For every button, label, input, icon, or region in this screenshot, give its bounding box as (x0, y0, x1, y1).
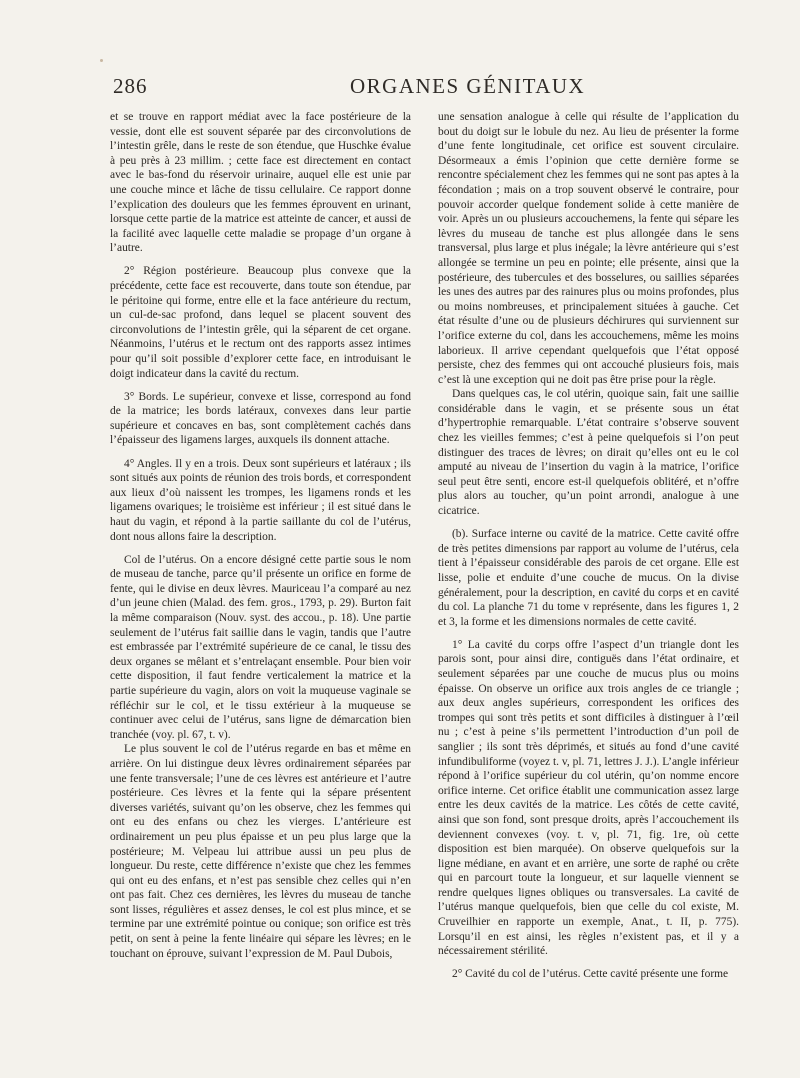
running-title: ORGANES GÉNITAUX (350, 74, 586, 98)
paper-speck (100, 59, 103, 62)
paragraph: 2° Cavité du col de l’utérus. Cette cavité présente une forme (452, 968, 729, 981)
left-column (110, 110, 411, 961)
paragraph: Le plus souvent le col de l’utérus regarde en bas et même en arrière. On lui distingue deux lèvres ordinairement séparées par une fente transversale; l’une de ces lèvres est antérieure et l’autre postérieure. Ces lèvres et la fente qui la sépare présentent diverses variétés, suivant qu’on les observe, chez les femmes qui ont eu des enfans ou chez les vierges. L’antérieure est ordinairement un peu plus épaisse et un peu plus large que la postérieure; M. Velpeau lui attribue aussi un peu plus de longueur. Du reste, cette différence n’existe que chez les femmes qui ont eu des enfans, et n’est pas sensible chez celles qui n’en ont pas fait. Chez ces dernières, les lèvres du museau de tanche sont lisses, régulières et assez denses, le col est plus mince, et se termine par une extrémité pointue ou conique; son orifice est très petit, on sent à peine la fente linéaire qui sépare les lèvres; en le touchant on éprouve, suivant l’expression de M. Paul Dubois, (110, 743, 411, 960)
paragraph: 4° Angles. Il y en a trois. Deux sont supérieurs et latéraux ; ils sont situés aux points de réunion des trois bords, et correspondent aux lieux d’où naissent les trompes, les ligamens ronds et les ligamens ovariques; le troisième est inférieur ; il est situé dans le haut du vagin, et répond à la partie saillante du col de l’utérus, dont nous allons faire la description. (110, 457, 411, 543)
right-column (438, 110, 739, 982)
paragraph: Col de l’utérus. On a encore désigné cette partie sous le nom de museau de tanche, parce qu’il présente un orifice en forme de fente, qui le divise en deux lèvres. Mauriceau l’a comparé au nez d’un jeune chien (Malad. des fem. gros., 1793, p. 29). Burton fait la même comparaison (Nouv. syst. des accou., p. 18). Une partie seulement de l’utérus fait saillie dans le vagin, tandis que l’autre est embrassée par l’extrémité supérieure de ce canal, le tissu des deux organes se mêlant et s’entrelaçant ensemble. Pour bien voir cette disposition, il faut fendre verticalement la matrice et la partie supérieure du vagin, alors on voit la muqueuse vaginale se réfléchir sur le col, et le tissu extérieur à la muqueuse se continuer avec celui de l’utérus, sans ligne de démarcation bien tranchée (voy. pl. 67, t. v). (110, 553, 411, 741)
paragraph: 1° La cavité du corps offre l’aspect d’un triangle dont les parois sont, pour ainsi dire, contiguës dans l’état ordinaire, et seulement séparées par une couche de mucus plus ou moins épaisse. On observe un orifice aux trois angles de ce triangle ; aux deux angles supérieurs, correspondent les orifices des trompes qui sont très petits et sont difficiles à distinguer à l’œil nu ; c’est à peine s’ils permettent l’introduction d’un poil de sanglier ; ils sont très déprimés, et situés au fond d’une cavité infundibuliforme (voyez t. v, pl. 71, lettres J. J.). L’angle inférieur répond à l’orifice supérieur du col utérin, qu’on nomme encore orifice interne. Cet orifice établit une communication assez large entre les deux cavités de la matrice. Les côtés de cette cavité, ainsi que son fond, sont presque droits, après l’accouchement ils deviennent convexes (voy. t. v, pl. 71, fig. 1re, où cette disposition est bien marquée). On observe quelquefois sur la ligne médiane, en avant et en arrière, une sorte de raphé ou crête qui en parcourt toute la longueur, et sur laquelle viennent se rendre quelques lignes obliques ou transversales. La cavité de l’utérus manque quelquefois, bien que celle du col existe, M. Cruveilhier en rapporte un exemple, Anat., t. II, p. 775). Lorsqu’il en est ainsi, les règles n’existent pas, et il y a nécessairement stérilité. (438, 638, 739, 958)
page-header (110, 72, 740, 106)
paragraph: 3° Bords. Le supérieur, convexe et lisse, correspond au fond de la matrice; les bords latéraux, convexes dans leur partie supérieure et concaves en bas, sont complètement cachés dans l’épaisseur des ligamens larges, auxquels ils donnent attache. (110, 390, 411, 447)
paragraph: une sensation analogue à celle qui résulte de l’application du bout du doigt sur le lobule du nez. Au lieu de présenter la forme d’une fente longitudinale, cet orifice est souvent circulaire. Désormeaux a émis l’opinion que cette dernière forme se rencontre spécialement chez les femmes qui ne sont pas aptes à la fécondation ; mais on a trop souvent observé le contraire, pour pouvoir accorder quelque fondement solide à cette manière de voir. Après un ou plusieurs accouchemens, la fente qui sépare les lèvres du museau de tanche est plus allongée dans le sens transversal, plus large et plus inégale; la lèvre antérieure qui s’est allongée se termine un peu en pointe; elle présente, ainsi que la postérieure, des tubercules et des bosselures, ou saillies séparées les unes des autres par des rainures plus ou moins profondes, plus ou moins nombreuses, et principalement situées à gauche. Cet état résulte d’une ou de plusieurs déchirures qui surviennent sur l’orifice externe du col, dans les accouchemens, même les moins laborieux. Il arrive cependant quelquefois que l’état opposé persiste, chez des femmes qui ont accouché plusieurs fois, mais c’est là une exception qui ne doit pas être prise pour la règle. (438, 111, 739, 386)
paragraph: 2° Région postérieure. Beaucoup plus convexe que la précédente, cette face est recouverte, dans toute son étendue, par le péritoine qui forme, entre elle et la face antérieure du rectum, un cul-de-sac profond, dans lequel se placent souvent des circonvolutions de l’intestin grêle, qui la séparent de cet organe. Néanmoins, l’utérus et le rectum ont des rapports assez intimes pour qu’il soit possible d’explorer cette face, en introduisant le doigt indicateur dans la cavité du rectum. (110, 265, 411, 380)
paragraph: et se trouve en rapport médiat avec la face postérieure de la vessie, dont elle est souvent séparée par des circonvolutions de l’intestin grêle, dans le reste de son étendue, que Huschke évalue à peu près à 23 millim. ; cette face est directement en contact avec le bas-fond du réservoir urinaire, auquel elle est unie par une couche mince et lâche de tissu cellulaire. Ce rapport donne l’explication des douleurs que les femmes éprouvent en urinant, lorsque cette partie de la matrice est atteinte de cancer, et aussi de la facilité avec laquelle cette maladie se propage d’un organe à l’autre. (110, 111, 411, 255)
paragraph: Dans quelques cas, le col utérin, quoique sain, fait une saillie considérable dans le vagin, et se présente sous un état d’hypertrophie remarquable. L’état contraire s’observe souvent chez les vieilles femmes; c’est à peine quelquefois si l’on peut distinguer des traces de lèvres; on dirait qu’elles ont eu le col amputé au niveau de l’insertion du vagin à la matrice, l’orifice seul peut être senti, encore est-il quelquefois oblitéré, et n’offre plus alors au toucher, qu’un point arrondi, analogue à une cicatrice. (438, 388, 739, 518)
page-number: 286 (113, 74, 148, 98)
paragraph: (b). Surface interne ou cavité de la matrice. Cette cavité offre de très petites dimensions par rapport au volume de l’utérus, cela tient à l’épaisseur considérable des parois de cet organe. Elle est lisse, polie et enduite d’une couche de mucus. On la divise généralement, pour la description, en cavité du corps et en cavité du col. La planche 71 du tome v représente, dans les figures 1, 2 et 3, la forme et les dimensions normales de cette cavité. (438, 528, 739, 628)
